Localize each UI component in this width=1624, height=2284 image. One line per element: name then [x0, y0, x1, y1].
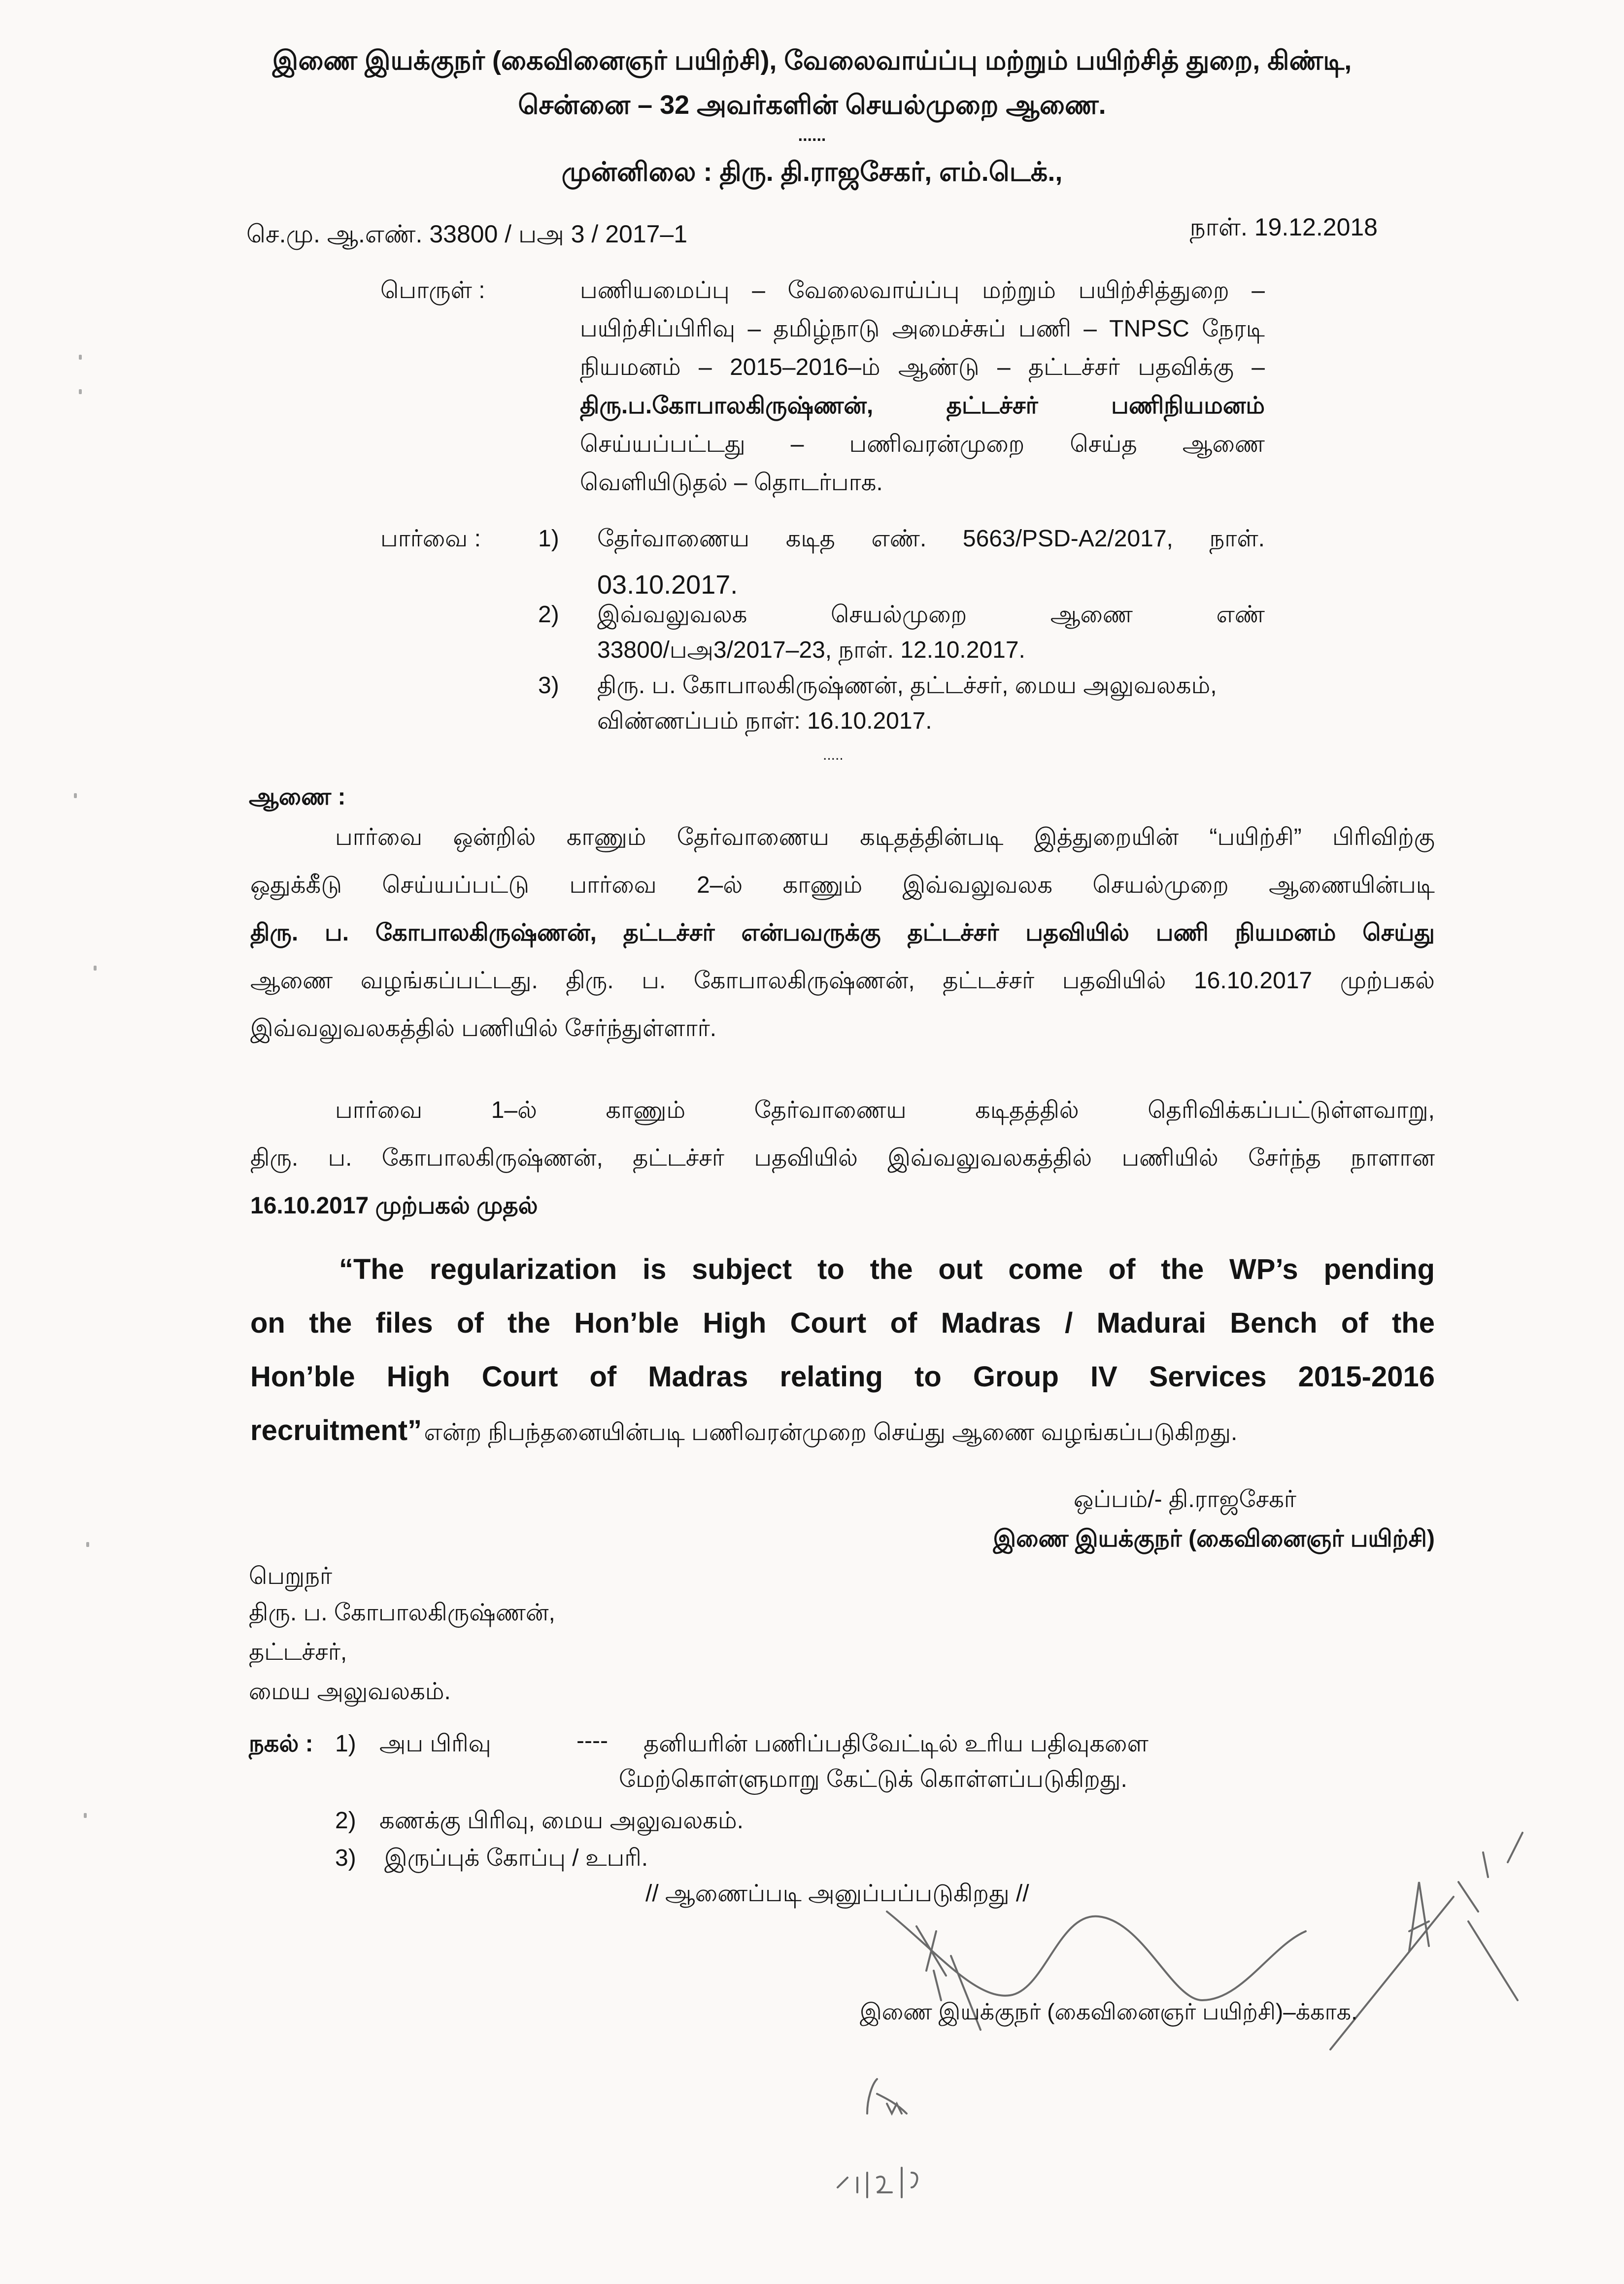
- order-number: செ.மு. ஆ.எண். 33800 / பஅ 3 / 2017–1: [246, 220, 688, 248]
- recipient-label: பெறுநர்: [249, 1563, 333, 1589]
- paragraph-line: திரு. ப. கோபாலகிருஷ்ணன், தட்டச்சர் என்பவருக்கு தட்டச்சர் பதவியில் பணி நியமனம் செய்து: [250, 920, 1435, 946]
- reference-num: 3): [538, 672, 559, 699]
- paragraph-line: ஒதுக்கீடு செய்யப்பட்டு பார்வை 2–ல் காணும் இவ்வலுவலக செயல்முறை ஆணையின்படி: [250, 872, 1435, 898]
- reference-2-line2: 33800/பஅ3/2017–23, நாள். 12.10.2017.: [597, 637, 1025, 663]
- copy-num: 3): [335, 1845, 356, 1871]
- scan-speck: [84, 1813, 87, 1818]
- scan-speck: [74, 793, 77, 798]
- paragraph-line: பார்வை ஒன்றில் காணும் தேர்வாணைய கடிதத்தின்படி இத்துறையின் “பயிற்சி” பிரிவிற்கு: [335, 824, 1435, 850]
- reference-num: 2): [538, 602, 559, 628]
- recipient-line: திரு. ப. கோபாலகிருஷ்ணன்,: [249, 1600, 555, 1626]
- order-date: நாள். 19.12.2018: [1189, 213, 1378, 241]
- subject-label: பொருள் :: [380, 277, 485, 303]
- subject-line: செய்யப்பட்டது – பணிவரன்முறை செய்த ஆணை: [580, 431, 1265, 457]
- recipient-line: மைய அலுவலகம்.: [249, 1679, 451, 1705]
- signatory-designation: இணை இயக்குநர் (கைவினைஞர் பயிற்சி): [993, 1526, 1435, 1552]
- reference-num: 1): [538, 526, 559, 552]
- condition-line: Hon’ble High Court of Madras relating to Group IV Services 2015-2016: [250, 1361, 1435, 1393]
- separator: ......: [798, 126, 826, 145]
- scan-speck: [79, 389, 82, 394]
- paragraph-line: 16.10.2017 முற்பகல் முதல்: [250, 1193, 538, 1219]
- order-label: ஆணை :: [249, 784, 346, 810]
- subject-line: நியமனம் – 2015–2016–ம் ஆண்டு – தட்டச்சர் பதவிக்கு –: [580, 354, 1265, 380]
- copy-recipient-3: இருப்புக் கோப்பு / உபரி.: [384, 1845, 648, 1871]
- condition-line: recruitment”: [250, 1414, 422, 1446]
- handwritten-date: [838, 2168, 917, 2197]
- condition-line: on the files of the Hon’ble High Court of Madras / Madurai Bench of the: [250, 1307, 1435, 1339]
- for-officer-line: இணை இயக்குநர் (கைவினைஞர் பயிற்சி)–க்காக.: [860, 1999, 1357, 2024]
- reference-2-text: இவ்வலுவலக செயல்முறை ஆணை எண்: [597, 602, 1265, 628]
- separator: .....: [823, 747, 844, 763]
- copy-label: நகல் :: [249, 1731, 313, 1757]
- recipient-line: தட்டச்சர்,: [249, 1639, 347, 1665]
- subject-line: வெளியிடுதல் – தொடர்பாக.: [580, 470, 883, 496]
- references-label: பார்வை :: [380, 526, 481, 552]
- condition-line: “The regularization is subject to the out come of the WP’s pending: [339, 1253, 1435, 1285]
- paragraph-line: பார்வை 1–ல் காணும் தேர்வாணைய கடிதத்தில் தெரிவிக்கப்பட்டுள்ளவாறு,: [335, 1097, 1435, 1123]
- copy-num: 2): [335, 1808, 356, 1834]
- scan-speck: [86, 1542, 89, 1547]
- copy-note-line2: மேற்கொள்ளுமாறு கேட்டுக் கொள்ளப்படுகிறது.: [619, 1766, 1127, 1792]
- subject-line: பணியமைப்பு – வேலைவாய்ப்பு மற்றும் பயிற்சித்துறை –: [580, 277, 1265, 303]
- paragraph-line: திரு. ப. கோபாலகிருஷ்ணன், தட்டச்சர் பதவியில் இவ்வலுவலகத்தில் பணியில் சேர்ந்த நாளான: [250, 1145, 1435, 1171]
- reference-1-text: தேர்வாணைய கடித எண். 5663/PSD-A2/2017, நாள்.: [597, 526, 1265, 552]
- copy-recipient-1: அப பிரிவு: [379, 1731, 491, 1757]
- subject-line: பயிற்சிப்பிரிவு – தமிழ்நாடு அமைச்சுப் பணி – TNPSC நேரடி: [580, 316, 1265, 342]
- scan-speck: [79, 355, 82, 360]
- copy-recipient-2: கணக்கு பிரிவு, மைய அலுவலகம்.: [379, 1808, 744, 1834]
- subject-line: திரு.ப.கோபாலகிருஷ்ணன், தட்டச்சர் பணிநியமனம்: [580, 393, 1265, 419]
- office-title-line1: இணை இயக்குநர் (கைவினைஞர் பயிற்சி), வேலைவாய்ப்பு மற்றும் பயிற்சித் துறை, கிண்டி,: [272, 46, 1352, 75]
- office-title-line2: சென்னை – 32 அவர்களின் செயல்முறை ஆணை.: [518, 90, 1106, 120]
- signed-by: ஒப்பம்/- தி.ராஜசேகர்: [1074, 1486, 1296, 1512]
- signature-scribble: [887, 1912, 1306, 2000]
- initials: [867, 2079, 907, 2114]
- signature-cross: [916, 1926, 946, 2000]
- reference-3-line2: விண்ணப்பம் நாள்: 16.10.2017.: [597, 708, 932, 734]
- reference-1-line2: 03.10.2017.: [597, 570, 738, 600]
- presiding-officer: முன்னிலை : திரு. தி.ராஜசேகர், எம்.டெக்.,: [561, 157, 1063, 187]
- paragraph-line: இவ்வலுவலகத்தில் பணியில் சேர்ந்துள்ளார்.: [250, 1015, 717, 1041]
- condition-tail: என்ற நிபந்தனையின்படி பணிவரன்முறை செய்து ஆணை வழங்கப்படுகிறது.: [424, 1419, 1238, 1445]
- copy-note-line1: தனியரின் பணிப்பதிவேட்டில் உரிய பதிவுகளை: [643, 1731, 1149, 1757]
- scan-speck: [94, 966, 97, 971]
- reference-3-line1: திரு. ப. கோபாலகிருஷ்ணன், தட்டச்சர், மைய அலுவலகம்,: [597, 672, 1217, 699]
- copy-dash: ----: [576, 1728, 608, 1754]
- copy-num: 1): [335, 1731, 356, 1757]
- forwarded-note: // ஆணைப்படி அனுப்பப்படுகிறது //: [645, 1881, 1029, 1907]
- paragraph-line: ஆணை வழங்கப்பட்டது. திரு. ப. கோபாலகிருஷ்ணன், தட்டச்சர் பதவியில் 16.10.2017 முற்பகல்: [250, 968, 1435, 994]
